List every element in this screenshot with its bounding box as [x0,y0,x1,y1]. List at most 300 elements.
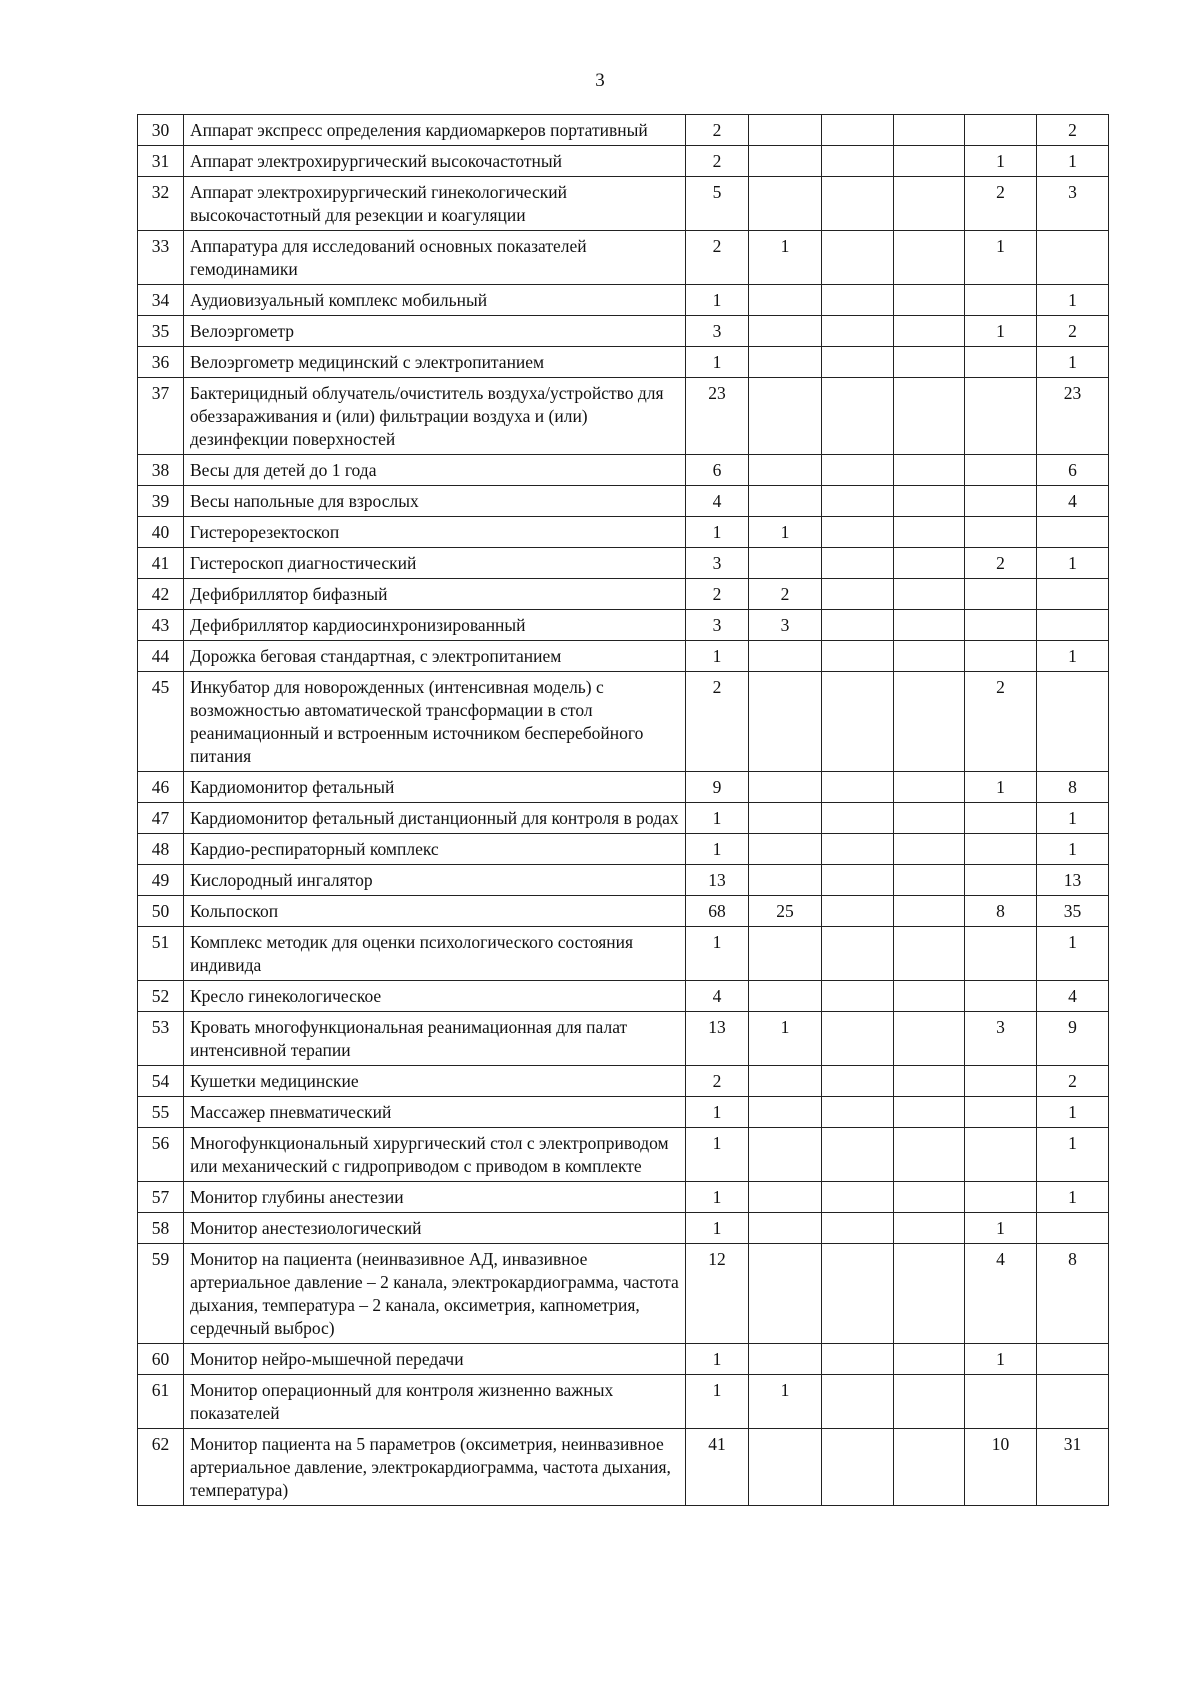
row-number: 61 [138,1375,184,1429]
count-col-3 [894,579,965,610]
table-row [138,1213,1109,1244]
count-col-5: 1 [1037,834,1109,865]
count-col-4 [965,579,1037,610]
total-count: 1 [686,834,749,865]
count-col-2 [822,1244,894,1344]
total-count: 2 [686,146,749,177]
table-row [138,772,1109,803]
count-col-3 [894,981,965,1012]
count-col-1: 1 [749,517,822,548]
table-row [138,803,1109,834]
equipment-name: Дефибриллятор бифазный [184,579,686,610]
count-col-2 [822,1344,894,1375]
total-count: 9 [686,772,749,803]
count-col-2 [822,1012,894,1066]
equipment-name: Кресло гинекологическое [184,981,686,1012]
count-col-3 [894,455,965,486]
total-count: 1 [686,1375,749,1429]
count-col-1 [749,347,822,378]
count-col-2 [822,517,894,548]
count-col-1: 1 [749,1375,822,1429]
count-col-4 [965,834,1037,865]
table-row [138,231,1109,285]
equipment-name: Монитор пациента на 5 параметров (оксиметрия, неинвазивное артериальное давление, электрокардиограмма, частота дыхания, температура) [184,1429,686,1506]
count-col-4: 2 [965,177,1037,231]
count-col-3 [894,1097,965,1128]
count-col-5: 35 [1037,896,1109,927]
table-row [138,1182,1109,1213]
row-number: 33 [138,231,184,285]
equipment-table [137,114,1109,1506]
total-count: 5 [686,177,749,231]
equipment-name: Монитор нейро-мышечной передачи [184,1344,686,1375]
count-col-3 [894,1344,965,1375]
count-col-1 [749,378,822,455]
table-row [138,1066,1109,1097]
equipment-name: Кардиомонитор фетальный дистанционный для контроля в родах [184,803,686,834]
equipment-name: Аппарат электрохирургический гинекологический высокочастотный для резекции и коагуляции [184,177,686,231]
count-col-3 [894,1213,965,1244]
table-row [138,316,1109,347]
count-col-5: 3 [1037,177,1109,231]
total-count: 1 [686,927,749,981]
table-row [138,115,1109,146]
total-count: 13 [686,1012,749,1066]
row-number: 46 [138,772,184,803]
count-col-3 [894,772,965,803]
row-number: 55 [138,1097,184,1128]
equipment-name: Многофункциональный хирургический стол с электроприводом или механический с гидроприводом с приводом в комплекте [184,1128,686,1182]
table-row [138,834,1109,865]
count-col-4 [965,981,1037,1012]
count-col-4 [965,378,1037,455]
count-col-2 [822,378,894,455]
count-col-2 [822,486,894,517]
total-count: 68 [686,896,749,927]
count-col-5: 23 [1037,378,1109,455]
count-col-5: 1 [1037,548,1109,579]
count-col-2 [822,1375,894,1429]
total-count: 12 [686,1244,749,1344]
count-col-1 [749,1213,822,1244]
count-col-3 [894,548,965,579]
count-col-4: 8 [965,896,1037,927]
row-number: 60 [138,1344,184,1375]
count-col-4: 2 [965,548,1037,579]
equipment-name: Гистероскоп диагностический [184,548,686,579]
count-col-4 [965,1097,1037,1128]
count-col-1 [749,1244,822,1344]
count-col-3 [894,1244,965,1344]
table-row [138,672,1109,772]
total-count: 1 [686,641,749,672]
count-col-1 [749,1066,822,1097]
count-col-2 [822,1097,894,1128]
count-col-1 [749,1128,822,1182]
count-col-3 [894,1066,965,1097]
table-body [138,115,1109,1506]
table-row [138,1128,1109,1182]
equipment-name: Дорожка беговая стандартная, с электропитанием [184,641,686,672]
count-col-5: 31 [1037,1429,1109,1506]
equipment-name: Дефибриллятор кардиосинхронизированный [184,610,686,641]
count-col-2 [822,231,894,285]
equipment-name: Комплекс методик для оценки психологического состояния индивида [184,927,686,981]
count-col-2 [822,316,894,347]
total-count: 4 [686,486,749,517]
count-col-4: 3 [965,1012,1037,1066]
count-col-3 [894,641,965,672]
equipment-name: Кислородный ингалятор [184,865,686,896]
count-col-1: 2 [749,579,822,610]
count-col-5: 4 [1037,486,1109,517]
table-row [138,1375,1109,1429]
row-number: 58 [138,1213,184,1244]
count-col-1 [749,177,822,231]
table-row [138,177,1109,231]
count-col-2 [822,1066,894,1097]
count-col-2 [822,1429,894,1506]
count-col-1 [749,981,822,1012]
count-col-3 [894,865,965,896]
equipment-name: Инкубатор для новорожденных (интенсивная модель) с возможностью автоматической трансформации в стол реанимационный и встроенным источником бесперебойного питания [184,672,686,772]
row-number: 35 [138,316,184,347]
count-col-2 [822,177,894,231]
total-count: 2 [686,231,749,285]
table-row [138,548,1109,579]
equipment-name: Кушетки медицинские [184,1066,686,1097]
count-col-3 [894,146,965,177]
count-col-2 [822,579,894,610]
count-col-2 [822,548,894,579]
equipment-name: Монитор анестезиологический [184,1213,686,1244]
count-col-5 [1037,1344,1109,1375]
row-number: 50 [138,896,184,927]
equipment-name: Весы напольные для взрослых [184,486,686,517]
count-col-2 [822,146,894,177]
total-count: 1 [686,1182,749,1213]
count-col-3 [894,1128,965,1182]
count-col-1: 3 [749,610,822,641]
count-col-1 [749,803,822,834]
count-col-5 [1037,1375,1109,1429]
count-col-1 [749,1097,822,1128]
total-count: 2 [686,579,749,610]
table-row [138,517,1109,548]
table-row [138,927,1109,981]
row-number: 41 [138,548,184,579]
equipment-name: Кольпоскоп [184,896,686,927]
table-row [138,1097,1109,1128]
count-col-1 [749,641,822,672]
row-number: 42 [138,579,184,610]
total-count: 3 [686,548,749,579]
row-number: 53 [138,1012,184,1066]
count-col-4 [965,641,1037,672]
count-col-2 [822,927,894,981]
count-col-1 [749,865,822,896]
count-col-4 [965,1066,1037,1097]
count-col-4: 1 [965,231,1037,285]
row-number: 39 [138,486,184,517]
count-col-3 [894,834,965,865]
count-col-1 [749,834,822,865]
equipment-name: Монитор операционный для контроля жизненно важных показателей [184,1375,686,1429]
count-col-3 [894,672,965,772]
equipment-name: Кардиомонитор фетальный [184,772,686,803]
row-number: 40 [138,517,184,548]
total-count: 4 [686,981,749,1012]
total-count: 3 [686,610,749,641]
table-row [138,641,1109,672]
count-col-2 [822,981,894,1012]
count-col-5: 6 [1037,455,1109,486]
row-number: 34 [138,285,184,316]
count-col-5: 1 [1037,927,1109,981]
equipment-name: Аудиовизуальный комплекс мобильный [184,285,686,316]
total-count: 41 [686,1429,749,1506]
total-count: 2 [686,1066,749,1097]
row-number: 36 [138,347,184,378]
count-col-5: 1 [1037,146,1109,177]
count-col-5: 13 [1037,865,1109,896]
count-col-3 [894,285,965,316]
count-col-3 [894,1012,965,1066]
table-row [138,610,1109,641]
count-col-4: 2 [965,672,1037,772]
count-col-1 [749,1344,822,1375]
equipment-name: Кровать многофункциональная реанимационная для палат интенсивной терапии [184,1012,686,1066]
count-col-3 [894,517,965,548]
count-col-5 [1037,672,1109,772]
count-col-4: 10 [965,1429,1037,1506]
row-number: 31 [138,146,184,177]
count-col-5 [1037,610,1109,641]
count-col-4 [965,865,1037,896]
total-count: 2 [686,115,749,146]
count-col-1 [749,115,822,146]
count-col-4 [965,1375,1037,1429]
equipment-name: Аппарат экспресс определения кардиомаркеров портативный [184,115,686,146]
equipment-name: Массажер пневматический [184,1097,686,1128]
total-count: 1 [686,1344,749,1375]
count-col-1: 1 [749,231,822,285]
count-col-5: 1 [1037,1182,1109,1213]
count-col-4: 1 [965,1213,1037,1244]
count-col-5: 2 [1037,115,1109,146]
count-col-1: 1 [749,1012,822,1066]
total-count: 13 [686,865,749,896]
count-col-3 [894,803,965,834]
row-number: 59 [138,1244,184,1344]
count-col-1 [749,672,822,772]
count-col-1 [749,146,822,177]
count-col-2 [822,115,894,146]
count-col-4 [965,927,1037,981]
row-number: 57 [138,1182,184,1213]
page-number: 3 [595,70,605,91]
count-col-2 [822,641,894,672]
total-count: 6 [686,455,749,486]
count-col-5 [1037,231,1109,285]
count-col-5 [1037,517,1109,548]
count-col-2 [822,672,894,772]
count-col-3 [894,486,965,517]
count-col-5: 1 [1037,641,1109,672]
row-number: 32 [138,177,184,231]
count-col-5 [1037,1213,1109,1244]
table-row [138,1012,1109,1066]
count-col-2 [822,772,894,803]
count-col-2 [822,455,894,486]
count-col-3 [894,231,965,285]
count-col-3 [894,896,965,927]
total-count: 1 [686,347,749,378]
count-col-1: 25 [749,896,822,927]
count-col-3 [894,1375,965,1429]
total-count: 1 [686,285,749,316]
table-row [138,455,1109,486]
row-number: 51 [138,927,184,981]
count-col-2 [822,865,894,896]
count-col-2 [822,1213,894,1244]
equipment-name: Весы для детей до 1 года [184,455,686,486]
total-count: 1 [686,517,749,548]
count-col-1 [749,455,822,486]
count-col-2 [822,610,894,641]
count-col-5: 1 [1037,803,1109,834]
count-col-5: 1 [1037,347,1109,378]
table-row [138,1429,1109,1506]
row-number: 47 [138,803,184,834]
row-number: 52 [138,981,184,1012]
row-number: 54 [138,1066,184,1097]
count-col-1 [749,1182,822,1213]
count-col-3 [894,1429,965,1506]
equipment-name: Аппарат электрохирургический высокочастотный [184,146,686,177]
count-col-2 [822,347,894,378]
count-col-5: 2 [1037,316,1109,347]
table-row [138,146,1109,177]
count-col-5: 1 [1037,285,1109,316]
table-row [138,486,1109,517]
table-row [138,347,1109,378]
count-col-2 [822,834,894,865]
table-row [138,1344,1109,1375]
count-col-2 [822,1128,894,1182]
count-col-3 [894,378,965,455]
count-col-4 [965,285,1037,316]
count-col-4 [965,1182,1037,1213]
count-col-2 [822,1182,894,1213]
count-col-4 [965,486,1037,517]
total-count: 1 [686,1213,749,1244]
count-col-4 [965,115,1037,146]
count-col-4 [965,803,1037,834]
row-number: 45 [138,672,184,772]
count-col-1 [749,772,822,803]
count-col-3 [894,610,965,641]
equipment-name: Велоэргометр [184,316,686,347]
count-col-4 [965,455,1037,486]
count-col-1 [749,316,822,347]
total-count: 1 [686,803,749,834]
count-col-5: 1 [1037,1097,1109,1128]
count-col-5: 2 [1037,1066,1109,1097]
count-col-4 [965,347,1037,378]
table-row [138,579,1109,610]
table-row [138,1244,1109,1344]
row-number: 44 [138,641,184,672]
count-col-5: 8 [1037,1244,1109,1344]
row-number: 37 [138,378,184,455]
count-col-5: 8 [1037,772,1109,803]
count-col-4: 1 [965,1344,1037,1375]
row-number: 62 [138,1429,184,1506]
equipment-name: Кардио-респираторный комплекс [184,834,686,865]
row-number: 49 [138,865,184,896]
total-count: 23 [686,378,749,455]
count-col-4: 4 [965,1244,1037,1344]
count-col-2 [822,896,894,927]
count-col-4: 1 [965,316,1037,347]
count-col-4 [965,610,1037,641]
total-count: 3 [686,316,749,347]
count-col-1 [749,548,822,579]
equipment-name: Монитор глубины анестезии [184,1182,686,1213]
equipment-name: Монитор на пациента (неинвазивное АД, инвазивное артериальное давление – 2 канала, электрокардиограмма, частота дыхания, температура – 2 канала, оксиметрия, капнометрия, сердечный выброс) [184,1244,686,1344]
equipment-name: Бактерицидный облучатель/очиститель воздуха/устройство для обеззараживания и (или) фильтрации воздуха и (или) дезинфекции поверхностей [184,378,686,455]
equipment-name: Гистерорезектоскоп [184,517,686,548]
count-col-4: 1 [965,772,1037,803]
equipment-name: Велоэргометр медицинский с электропитанием [184,347,686,378]
table-row [138,896,1109,927]
table-row [138,865,1109,896]
count-col-3 [894,347,965,378]
table-row [138,285,1109,316]
total-count: 1 [686,1128,749,1182]
row-number: 38 [138,455,184,486]
table-row [138,378,1109,455]
count-col-3 [894,115,965,146]
count-col-3 [894,316,965,347]
count-col-5: 1 [1037,1128,1109,1182]
count-col-3 [894,927,965,981]
count-col-4 [965,517,1037,548]
count-col-5 [1037,579,1109,610]
count-col-1 [749,927,822,981]
count-col-4 [965,1128,1037,1182]
count-col-4: 1 [965,146,1037,177]
equipment-name: Аппаратура для исследований основных показателей гемодинамики [184,231,686,285]
count-col-3 [894,177,965,231]
count-col-2 [822,285,894,316]
count-col-5: 9 [1037,1012,1109,1066]
count-col-3 [894,1182,965,1213]
count-col-1 [749,1429,822,1506]
row-number: 30 [138,115,184,146]
count-col-1 [749,486,822,517]
row-number: 43 [138,610,184,641]
count-col-5: 4 [1037,981,1109,1012]
count-col-2 [822,803,894,834]
total-count: 1 [686,1097,749,1128]
count-col-1 [749,285,822,316]
row-number: 48 [138,834,184,865]
row-number: 56 [138,1128,184,1182]
total-count: 2 [686,672,749,772]
table-row [138,981,1109,1012]
